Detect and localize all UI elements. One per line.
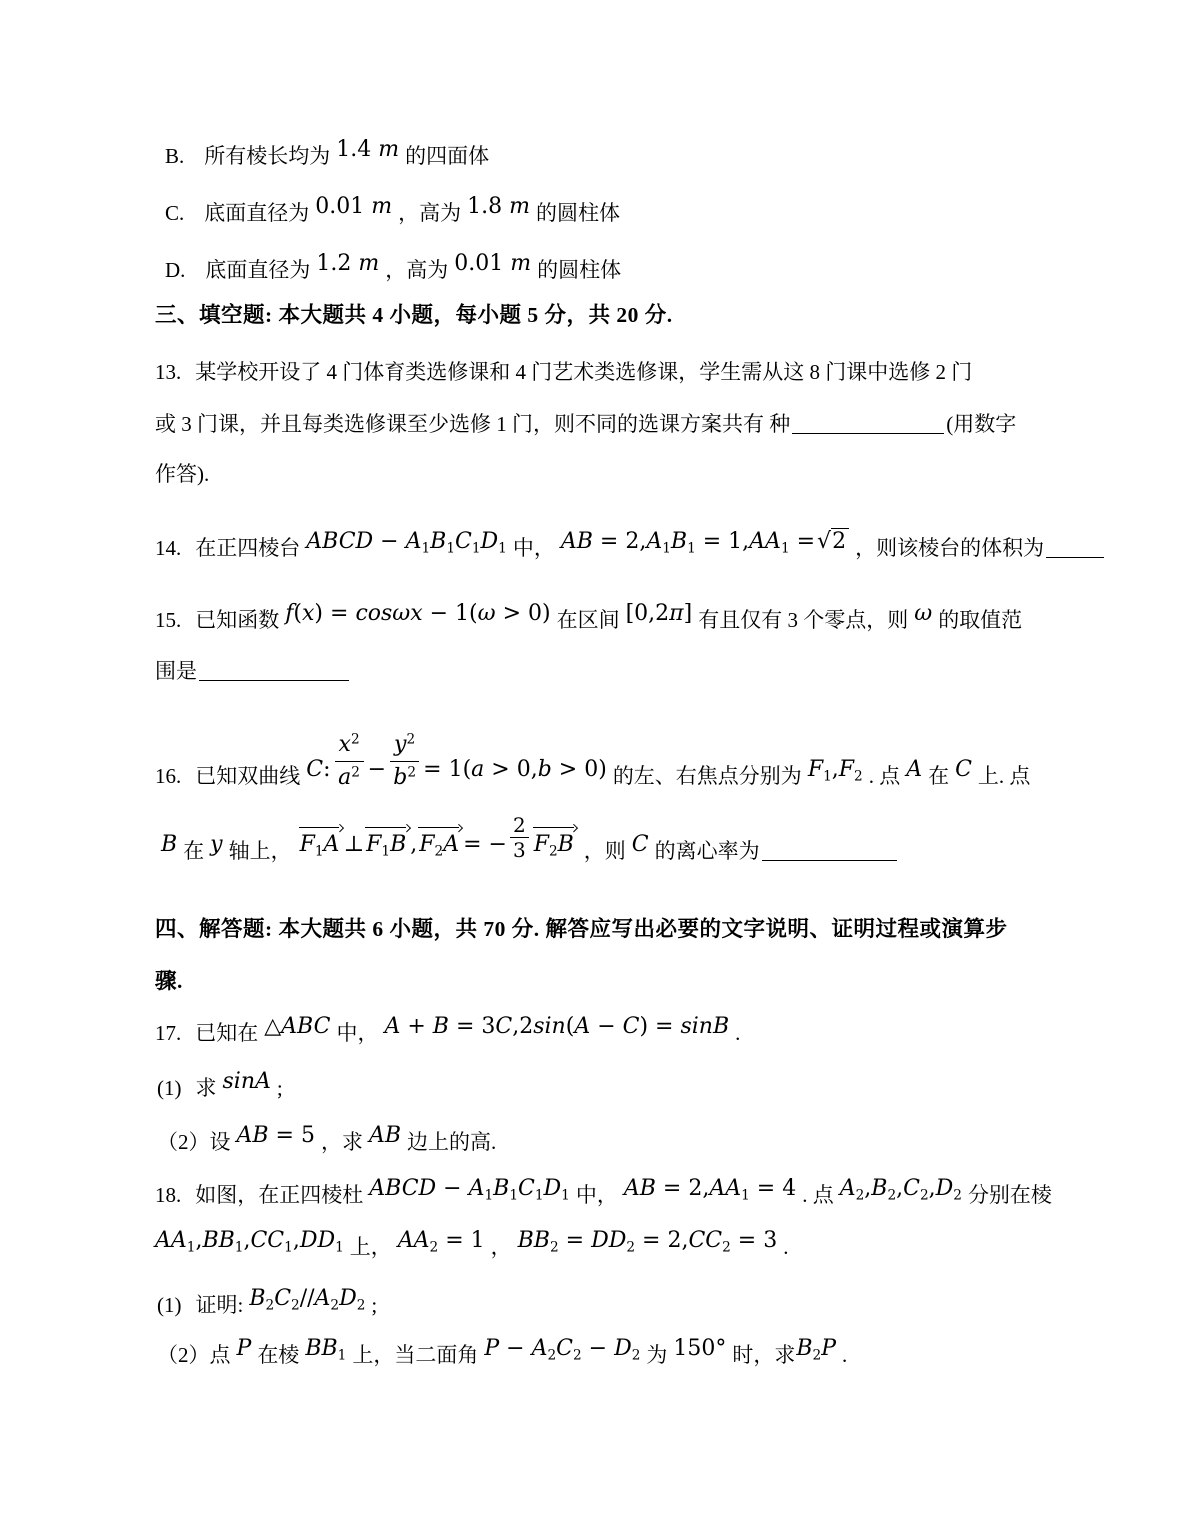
question-18-part-1 [157, 1285, 377, 1319]
fraction-numerator: 2 [510, 814, 529, 838]
answer-blank [1046, 554, 1104, 558]
part-2-math-b2p: $B_2P$ [796, 1336, 837, 1364]
option-b-label: B. [165, 144, 185, 168]
option-d-math1: 1.2 m [316, 251, 380, 276]
question-16-math-c: C [955, 757, 972, 782]
question-18-text-6: ， [490, 1235, 512, 1259]
part-2-period: . [842, 1343, 848, 1367]
question-13-text-3: (用数字 [946, 412, 1017, 436]
part-2-text-2: 在棱 [257, 1343, 300, 1367]
question-14-math-1: ABCD − $A_1B_1C_1D_1$ [306, 529, 507, 557]
question-18-math-4: $AA_1,BB_1,CC_1,DD_1$ [155, 1228, 344, 1256]
question-15-text-3: 有且仅有 3 个零点，则 [698, 608, 909, 632]
question-14-line [155, 528, 1106, 562]
question-18-line-2 [155, 1227, 788, 1261]
part-1-label: (1) [157, 1076, 182, 1100]
question-16-math-b: B [161, 832, 178, 857]
question-16-text-9: 的离心率为 [654, 839, 760, 863]
question-14-text-2: 中， [512, 536, 555, 560]
question-15-line-1 [155, 600, 1022, 634]
fraction-denominator: $a^2$ [338, 764, 360, 790]
question-13-text-4: 作答). [155, 462, 210, 486]
question-13-line-3 [155, 460, 209, 488]
question-14-text-1: 在正四棱台 [195, 536, 301, 560]
option-d-text3: 的圆柱体 [537, 258, 622, 282]
square-root [817, 528, 849, 556]
option-b-math: 1.4 m [336, 137, 400, 162]
part-2-label: （2） [157, 1343, 210, 1367]
option-c-text2: ，高为 [398, 201, 462, 225]
part-2-math-angle: 150° [673, 1336, 727, 1361]
part-1-text: 求 [195, 1076, 217, 1100]
option-d-text2: ，高为 [385, 258, 449, 282]
question-17-text-1: 已知在 [195, 1021, 259, 1045]
question-16-math-c2: C [631, 832, 649, 857]
answer-blank [199, 677, 349, 681]
question-16-text-5: 上. 点 [977, 764, 1031, 788]
question-16-text-7: 轴上， [228, 839, 292, 863]
part-1-semicolon: ; [371, 1293, 378, 1317]
vector-f2a: $F_2A$ [418, 826, 462, 859]
section-3-heading [155, 301, 673, 329]
hyperbola-equation [306, 731, 607, 790]
option-c-line [165, 193, 620, 227]
question-18-text-3: . 点 [802, 1183, 834, 1207]
option-b-line [165, 136, 489, 170]
vector-f1b: $F_1B$ [365, 826, 409, 859]
option-c-text: 底面直径为 [204, 201, 310, 225]
part-2-label: （2） [157, 1130, 210, 1154]
question-16-math-a: A [906, 757, 923, 782]
question-18-number: 18. [155, 1183, 182, 1207]
question-17-text-2: 中， [336, 1021, 379, 1045]
question-16-text-3: . 点 [868, 764, 901, 788]
fraction-x2-a2 [335, 730, 364, 793]
question-18-text-7: . [783, 1235, 789, 1259]
question-13-line-2 [155, 410, 1016, 438]
part-2-text-1: 点 [209, 1343, 231, 1367]
question-17-math-triangle: △ABC [264, 1014, 331, 1039]
question-16-line-2 [155, 814, 899, 865]
part-1-text: 证明: [195, 1293, 244, 1317]
equals-minus: = − [463, 832, 507, 857]
option-d-math2: 0.01 m [454, 251, 532, 276]
section-4-heading-line-1 [155, 915, 1008, 943]
question-13-number: 13. [155, 360, 182, 384]
question-17-number: 17. [155, 1021, 182, 1045]
question-15-math-3: ω [914, 601, 933, 626]
question-16-text-2: 的左、右焦点分别为 [612, 764, 802, 788]
section-4-title-2: 骤. [155, 969, 183, 993]
section-4-title-1: 四、解答题: 本大题共 6 小题，共 70 分. 解答应写出必要的文字说明、证明过程或演算步 [155, 917, 1008, 941]
question-13-text-1: 某学校开设了 4 门体育类选修课和 4 门艺术类选修课，学生需从这 8 门课中选修 2 门 [195, 360, 973, 384]
answer-blank [762, 857, 897, 861]
section-3-title: 三、填空题: 本大题共 4 小题，每小题 5 分，共 20 分. [155, 303, 673, 327]
question-15-text-4: 的取值范 [938, 608, 1023, 632]
question-15-text-1: 已知函数 [195, 608, 280, 632]
question-14-text-3: ，则该棱台的体积为 [855, 536, 1045, 560]
option-d-label: D. [165, 258, 186, 282]
radicand: 2 [831, 528, 849, 554]
option-c-math1: 0.01 m [315, 194, 393, 219]
question-14-math-2a: AB = $2,A_1B_1 = 1,AA_1$ = [560, 529, 816, 557]
part-1-semicolon: ; [276, 1076, 283, 1100]
question-16-math-y: y [210, 832, 223, 857]
question-15-math-2: [0,2π] [625, 601, 693, 626]
part-1-math: sinA [222, 1069, 271, 1094]
question-14-number: 14. [155, 536, 182, 560]
question-15-math-1: f(x) = cosωx − 1(ω > 0) [285, 601, 551, 626]
answer-blank [792, 430, 944, 434]
perpendicular-symbol: ⊥ [343, 832, 365, 857]
vector-equation [298, 813, 578, 862]
part-2-text-3: 边上的高. [407, 1130, 497, 1154]
part-2-text-3: 上，当二面角 [352, 1343, 479, 1367]
question-18-text-2: 中， [575, 1183, 618, 1207]
fraction-numerator: $x^2$ [335, 730, 364, 762]
question-17-part-1 [157, 1068, 283, 1102]
question-18-math-3: $A_2,B_2,C_2,D_2$ [839, 1176, 962, 1204]
question-18-math-1: ABCD − $A_1B_1C_1D_1$ [369, 1176, 570, 1204]
question-16-text-6: 在 [183, 839, 205, 863]
option-d-line [165, 250, 621, 284]
comma: , [410, 832, 418, 857]
part-2-math-p: P [236, 1336, 252, 1361]
question-16-line-1 [155, 730, 1030, 793]
question-18-text-5: 上， [349, 1235, 392, 1259]
part-1-math: $B_2C_2//A_2D_2$ [249, 1286, 366, 1314]
question-16-text-4: 在 [928, 764, 950, 788]
question-18-math-6: $BB_2 = DD_2 = 2,CC_2 = 3$ [517, 1228, 778, 1256]
curve-label: C: [306, 757, 331, 782]
question-14-math-2 [560, 529, 849, 557]
fraction-denominator: $b^2$ [393, 764, 416, 790]
fraction-numerator: $y^2$ [390, 730, 419, 762]
part-2-text-1: 设 [209, 1130, 231, 1154]
part-1-label: (1) [157, 1293, 182, 1317]
question-18-text-1: 如图，在正四棱杜 [195, 1183, 364, 1207]
section-4-heading-line-2 [155, 967, 183, 995]
part-2-text-5: 时，求 [732, 1343, 796, 1367]
question-18-line-1 [155, 1175, 1052, 1209]
option-c-text3: 的圆柱体 [535, 201, 620, 225]
fraction-y2-b2 [390, 730, 419, 793]
question-17-period: . [735, 1021, 741, 1045]
question-18-part-2 [157, 1335, 847, 1369]
option-c-label: C. [165, 201, 185, 225]
question-15-text-2: 在区间 [556, 608, 620, 632]
question-15-number: 15. [155, 608, 182, 632]
question-18-math-5: $AA_2 = 1$ [397, 1228, 485, 1256]
equation-rhs: = 1(a > 0,b > 0) [423, 757, 607, 782]
part-2-text-2: ，求 [320, 1130, 363, 1154]
question-17-part-2 [157, 1122, 496, 1156]
part-2-math-bb1: $BB_1$ [305, 1336, 347, 1364]
fraction-2-3 [510, 814, 529, 862]
part-2-math-dihedral: $P - A_2C_2 - D_2$ [484, 1336, 641, 1364]
minus-sign: − [367, 757, 387, 782]
question-16-text-8: ，则 [583, 839, 626, 863]
fraction-denominator: 3 [512, 838, 526, 862]
question-13-text-2: 或 3 门课，并且每类选修课至少选修 1 门，则不同的选课方案共有 种 [155, 412, 791, 436]
question-18-text-4: 分别在棱 [967, 1183, 1052, 1207]
question-17-math-equation: A + B = 3C,2sin(A − C) = sinB [384, 1014, 730, 1039]
part-2-math-2: AB [368, 1123, 402, 1148]
question-16-text-1: 已知双曲线 [195, 764, 301, 788]
part-2-math-1: AB = 5 [236, 1123, 315, 1148]
question-13-line-1 [155, 358, 972, 386]
radical-sign: √ [817, 529, 832, 554]
question-16-number: 16. [155, 764, 182, 788]
question-16-math-f1f2: $F_1,F_2$ [807, 757, 863, 785]
question-17-line [155, 1013, 740, 1047]
option-b-text2: 的四面体 [405, 144, 490, 168]
option-d-text: 底面直径为 [205, 258, 311, 282]
question-15-line-2 [155, 657, 351, 685]
question-15-text-5: 围是 [155, 659, 197, 683]
vector-f2b: $F_2B$ [533, 826, 577, 859]
option-c-math2: 1.8 m [467, 194, 530, 219]
question-18-math-2: AB = $2,AA_1 = 4$ [623, 1176, 797, 1204]
part-2-text-4: 为 [646, 1343, 668, 1367]
option-b-text: 所有棱长均为 [204, 144, 331, 168]
vector-f1a: $F_1A$ [299, 826, 343, 859]
